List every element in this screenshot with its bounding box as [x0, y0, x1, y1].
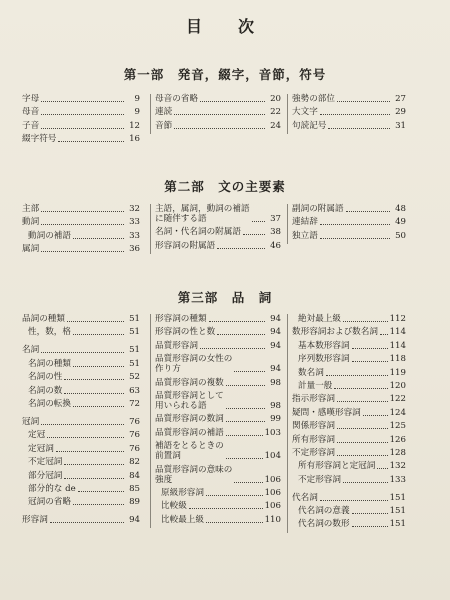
toc-entry-page: 76: [129, 416, 140, 427]
part2-col3: [287, 204, 406, 244]
toc-entry-title: 名詞の性: [28, 372, 63, 383]
leader-dots: [73, 333, 124, 335]
toc-entry-title: 品質形容詞の女性の 作り方: [155, 354, 233, 375]
toc-entry: [22, 134, 140, 144]
page-title: 目 次: [185, 17, 264, 36]
toc-entry: [155, 515, 281, 525]
toc-entry-page: 85: [129, 483, 140, 494]
toc-entry-title: 不定冠詞: [28, 457, 63, 468]
leader-dots: [73, 365, 124, 367]
toc-entry: [155, 314, 281, 324]
toc-entry-page: 33: [129, 230, 140, 241]
toc-entry-page: 118: [389, 354, 406, 365]
toc-entry-title: 形容詞の種類: [155, 314, 207, 324]
leader-dots: [326, 374, 388, 376]
toc-entry-title: 品質形容詞の数詞: [155, 414, 224, 425]
leader-dots: [352, 512, 388, 514]
leader-dots: [320, 237, 390, 239]
leader-dots: [337, 454, 388, 456]
toc-entry-title: 定冠: [28, 430, 46, 441]
toc-entry-page: 9: [134, 107, 140, 118]
toc-entry: [155, 391, 281, 411]
toc-entry: [22, 471, 140, 481]
toc-entry-page: 63: [129, 385, 140, 396]
leader-dots: [243, 233, 265, 235]
toc-entry-page: 120: [389, 380, 406, 391]
part1-col2: [150, 94, 281, 134]
toc-entry-title: 絶対最上級: [298, 314, 341, 324]
leader-dots: [67, 320, 124, 322]
toc-entry: [22, 372, 140, 382]
leader-dots: [320, 499, 388, 501]
toc-entry-title: 副詞の附属語: [292, 204, 344, 214]
toc-entry-title: 計量一般: [298, 380, 333, 391]
leader-dots: [64, 463, 124, 465]
toc-entry-page: 20: [270, 94, 281, 104]
part2-heading: 第二部 文の主要素: [164, 179, 286, 194]
toc-entry-page: 122: [389, 394, 406, 405]
toc-entry-page: 31: [395, 120, 406, 131]
toc-entry: [22, 386, 140, 396]
toc-entry-page: 94: [129, 515, 140, 526]
toc-entry-title: 綴字符号: [22, 134, 57, 145]
toc-entry: [22, 399, 140, 409]
toc-entry-page: 119: [389, 367, 406, 378]
toc-entry-title: 序列数形容詞: [298, 354, 350, 365]
leader-dots: [41, 423, 124, 425]
toc-entry-page: 51: [129, 327, 140, 338]
toc-entry-title: 動詞: [22, 217, 40, 228]
toc-entry-page: 103: [264, 427, 281, 438]
toc-entry-title: 部分的な de: [28, 483, 76, 494]
toc-entry: [155, 378, 281, 388]
leader-dots: [41, 127, 124, 129]
toc-entry: [22, 345, 140, 355]
toc-entry-title: 音節: [155, 120, 173, 131]
toc-entry-title: 所有形容詞: [292, 434, 335, 445]
toc-entry-page: 106: [264, 474, 281, 485]
toc-entry-title: 比較級: [161, 501, 187, 512]
toc-entry-title: 定冠詞: [28, 443, 54, 454]
leader-dots: [64, 477, 124, 479]
toc-entry-title: 比較最上級: [161, 514, 204, 525]
toc-entry-page: 33: [129, 217, 140, 228]
toc-entry: [155, 441, 281, 461]
toc-entry: [22, 94, 140, 104]
toc-entry-page: 94: [270, 340, 281, 351]
leader-dots: [209, 320, 265, 322]
toc-entry: [22, 457, 140, 467]
toc-entry-title: 品質形容詞: [155, 340, 198, 351]
part3-col3: [287, 314, 406, 533]
toc-entry-title: 名詞の数: [28, 385, 63, 396]
toc-entry-page: 51: [129, 345, 140, 356]
leader-dots: [64, 392, 124, 394]
toc-entry-page: 112: [389, 314, 406, 324]
leader-dots: [200, 347, 265, 349]
toc-entry-page: 52: [129, 372, 140, 383]
part3-col2: [150, 314, 281, 528]
toc-entry-title: 所有形容詞と定冠詞: [298, 461, 376, 472]
toc-entry-title: 品質形容詞の複数: [155, 377, 224, 388]
toc-entry-page: 94: [270, 364, 281, 375]
toc-entry-page: 24: [270, 120, 281, 131]
leader-dots: [226, 457, 263, 459]
toc-entry-page: 49: [395, 217, 406, 228]
toc-entry: [155, 204, 281, 224]
part1-heading: 第一部 発音，綴字，音節，符号: [123, 67, 327, 82]
toc-entry: [292, 341, 406, 351]
toc-entry-page: 72: [129, 398, 140, 409]
toc-entry-title: 品質形容詞として 用いられる語: [155, 390, 224, 411]
part1-col1: [22, 94, 140, 148]
toc-entry-page: 110: [264, 514, 281, 525]
leader-dots: [78, 490, 124, 492]
toc-entry: [292, 506, 406, 516]
toc-entry: [155, 107, 281, 117]
toc-entry: [292, 217, 406, 227]
toc-entry: [22, 497, 140, 507]
leader-dots: [41, 113, 124, 115]
toc-entry-title: 性，数，格: [28, 327, 71, 338]
leader-dots: [41, 250, 124, 252]
leader-dots: [73, 503, 124, 505]
toc-entry-page: 46: [270, 240, 281, 251]
toc-entry: [292, 381, 406, 391]
toc-entry-page: 132: [389, 461, 406, 472]
leader-dots: [226, 407, 265, 409]
toc-entry: [22, 107, 140, 117]
leader-dots: [377, 467, 387, 469]
toc-entry: [292, 327, 406, 337]
leader-dots: [206, 494, 263, 496]
toc-entry: [292, 368, 406, 378]
toc-entry: [292, 107, 406, 117]
toc-entry-title: 品質形容詞の意味の 強度: [155, 464, 233, 485]
leader-dots: [73, 237, 124, 239]
toc-entry: [292, 519, 406, 529]
leader-dots: [352, 360, 388, 362]
toc-entry: [292, 435, 406, 445]
toc-entry: [292, 475, 406, 485]
leader-dots: [352, 525, 388, 527]
toc-entry: [22, 359, 140, 369]
toc-entry-title: 代名詞: [292, 492, 318, 503]
toc-entry: [292, 493, 406, 503]
leader-dots: [320, 223, 390, 225]
leader-dots: [47, 436, 124, 438]
leader-dots: [58, 140, 124, 142]
toc-entry-page: 84: [129, 470, 140, 481]
toc-entry-page: 27: [395, 94, 406, 104]
toc-entry-title: 形容詞の性と数: [155, 327, 216, 338]
toc-entry-title: 数名詞: [298, 367, 324, 378]
leader-dots: [337, 441, 388, 443]
leader-dots: [200, 100, 265, 102]
toc-entry-title: 補語をとるときの 前置詞: [155, 441, 224, 462]
toc-entry-title: 名詞の種類: [28, 358, 71, 369]
toc-entry-title: 連結辞: [292, 217, 318, 228]
toc-entry-title: 品質形容詞の補語: [155, 427, 224, 438]
toc-entry: [155, 227, 281, 237]
toc-entry-title: 関係形容詞: [292, 421, 335, 432]
toc-entry-page: 94: [270, 314, 281, 324]
toc-entry-page: 12: [129, 120, 140, 131]
leader-dots: [252, 220, 265, 222]
leader-dots: [226, 434, 263, 436]
leader-dots: [226, 420, 265, 422]
leader-dots: [41, 100, 124, 102]
toc-entry-page: 51: [129, 358, 140, 369]
toc-entry-page: 76: [129, 443, 140, 454]
toc-entry: [155, 428, 281, 438]
part3-heading: 第三部 品 詞: [177, 290, 273, 305]
leader-dots: [337, 400, 388, 402]
toc-entry-title: 属詞: [22, 244, 40, 255]
toc-entry: [155, 501, 281, 511]
toc-entry-title: 母音の省略: [155, 94, 198, 104]
toc-entry-title: 品詞の種類: [22, 314, 65, 324]
leader-dots: [343, 320, 388, 322]
toc-entry: [292, 461, 406, 471]
part3-col1: [22, 314, 140, 529]
toc-entry-page: 48: [395, 204, 406, 214]
leader-dots: [64, 378, 124, 380]
toc-entry-page: 151: [389, 492, 406, 503]
toc-entry: [22, 327, 140, 337]
toc-entry: [22, 314, 140, 324]
toc-entry: [292, 231, 406, 241]
leader-dots: [174, 113, 265, 115]
toc-entry-page: 151: [389, 506, 406, 517]
toc-entry: [155, 354, 281, 374]
leader-dots: [217, 247, 265, 249]
toc-entry: [22, 121, 140, 131]
leader-dots: [334, 387, 387, 389]
toc-entry-title: 疑問・感嘆形容詞: [292, 407, 361, 418]
toc-entry-title: 大文字: [292, 107, 318, 118]
toc-entry-page: 114: [389, 327, 406, 338]
toc-entry-title: 子音: [22, 120, 40, 131]
toc-entry-page: 82: [129, 457, 140, 468]
leader-dots: [337, 100, 390, 102]
toc-entry: [292, 448, 406, 458]
toc-entry-title: 形容詞の附属語: [155, 240, 216, 251]
toc-entry: [155, 94, 281, 104]
toc-entry: [22, 217, 140, 227]
toc-entry-title: 代名詞の数形: [298, 519, 350, 530]
toc-entry-title: 主部: [22, 204, 40, 214]
toc-entry-page: 128: [389, 447, 406, 458]
toc-entry-title: 不定形容詞: [292, 447, 335, 458]
toc-entry: [155, 488, 281, 498]
toc-entry-title: 冠詞の省略: [28, 497, 71, 508]
toc-entry-page: 94: [270, 327, 281, 338]
part2-col2: [150, 204, 281, 254]
toc-entry-page: 9: [134, 94, 140, 104]
leader-dots: [174, 127, 265, 129]
toc-entry-page: 104: [264, 451, 281, 462]
toc-entry-page: 51: [129, 314, 140, 324]
leader-dots: [234, 370, 265, 372]
toc-entry-title: 独立語: [292, 230, 318, 241]
toc-entry: [22, 417, 140, 427]
toc-entry: [22, 204, 140, 214]
toc-entry-title: 名詞の転換: [28, 398, 71, 409]
toc-entry-title: 連読: [155, 107, 173, 118]
toc-entry: [155, 465, 281, 485]
toc-entry: [155, 327, 281, 337]
toc-entry: [292, 394, 406, 404]
toc-entry-page: 124: [389, 407, 406, 418]
toc-entry-title: 形容詞: [22, 515, 48, 526]
toc-entry-page: 32: [129, 204, 140, 214]
leader-dots: [73, 405, 124, 407]
toc-entry-title: 基本数形容詞: [298, 340, 350, 351]
leader-dots: [217, 333, 265, 335]
leader-dots: [343, 481, 388, 483]
toc-entry-page: 125: [389, 421, 406, 432]
toc-entry-page: 133: [389, 474, 406, 485]
toc-entry-title: 冠詞: [22, 416, 40, 427]
toc-entry-page: 38: [270, 227, 281, 238]
toc-entry: [22, 430, 140, 440]
toc-entry: [292, 94, 406, 104]
toc-entry-page: 50: [395, 230, 406, 241]
toc-entry-page: 89: [129, 497, 140, 508]
leader-dots: [206, 521, 263, 523]
leader-dots: [363, 414, 388, 416]
toc-entry-page: 29: [395, 107, 406, 118]
toc-entry: [22, 484, 140, 494]
part1-col3: [287, 94, 406, 134]
toc-entry: [292, 204, 406, 214]
toc-entry: [155, 414, 281, 424]
toc-entry: [22, 515, 140, 525]
toc-entry-title: 字母: [22, 94, 40, 104]
toc-entry-title: 不定形容詞: [298, 474, 341, 485]
toc-entry-page: 98: [270, 377, 281, 388]
toc-entry-title: 強勢の部位: [292, 94, 335, 104]
toc-entry: [155, 121, 281, 131]
toc-entry: [292, 354, 406, 364]
leader-dots: [226, 384, 265, 386]
toc-entry: [292, 421, 406, 431]
leader-dots: [41, 223, 124, 225]
toc-entry-title: 母音: [22, 107, 40, 118]
toc-entry-page: 151: [389, 519, 406, 530]
toc-entry-title: 動詞の補語: [28, 230, 71, 241]
leader-dots: [56, 450, 124, 452]
toc-entry-title: 指示形容詞: [292, 394, 335, 405]
toc-entry-page: 16: [129, 134, 140, 145]
toc-entry: [22, 244, 140, 254]
toc-entry: [155, 241, 281, 251]
toc-entry-title: 句読記号: [292, 120, 327, 131]
toc-entry: [292, 314, 406, 324]
toc-entry-title: 原級形容詞: [161, 487, 204, 498]
leader-dots: [50, 521, 124, 523]
part2-col1: [22, 204, 140, 258]
toc-entry-page: 98: [270, 400, 281, 411]
toc-entry: [22, 231, 140, 241]
toc-entry-page: 114: [389, 340, 406, 351]
leader-dots: [337, 427, 388, 429]
toc-entry-title: 名詞: [22, 345, 40, 356]
leader-dots: [352, 347, 388, 349]
toc-entry-title: 数形容詞および数名詞: [292, 327, 378, 338]
toc-entry-page: 76: [129, 430, 140, 441]
toc-entry: [292, 408, 406, 418]
leader-dots: [328, 127, 390, 129]
toc-entry-page: 106: [264, 501, 281, 512]
toc-entry-page: 22: [270, 107, 281, 118]
toc-entry-page: 99: [270, 414, 281, 425]
leader-dots: [189, 507, 263, 509]
toc-entry: [155, 341, 281, 351]
leader-dots: [346, 210, 390, 212]
toc-entry-title: 部分冠詞: [28, 470, 63, 481]
toc-entry-title: 代名詞の意義: [298, 506, 350, 517]
toc-entry-page: 106: [264, 487, 281, 498]
toc-entry-title: 主語，属詞，動詞の補語 に随伴する語: [155, 204, 250, 224]
toc-entry-title: 名詞・代名詞の附属語: [155, 227, 241, 238]
leader-dots: [380, 333, 388, 335]
toc-entry: [22, 444, 140, 454]
toc-entry: [292, 121, 406, 131]
leader-dots: [234, 481, 262, 483]
toc-entry-page: 37: [270, 214, 281, 224]
leader-dots: [41, 351, 124, 353]
leader-dots: [320, 113, 390, 115]
leader-dots: [41, 210, 124, 212]
toc-entry-page: 126: [389, 434, 406, 445]
toc-entry-page: 36: [129, 244, 140, 255]
